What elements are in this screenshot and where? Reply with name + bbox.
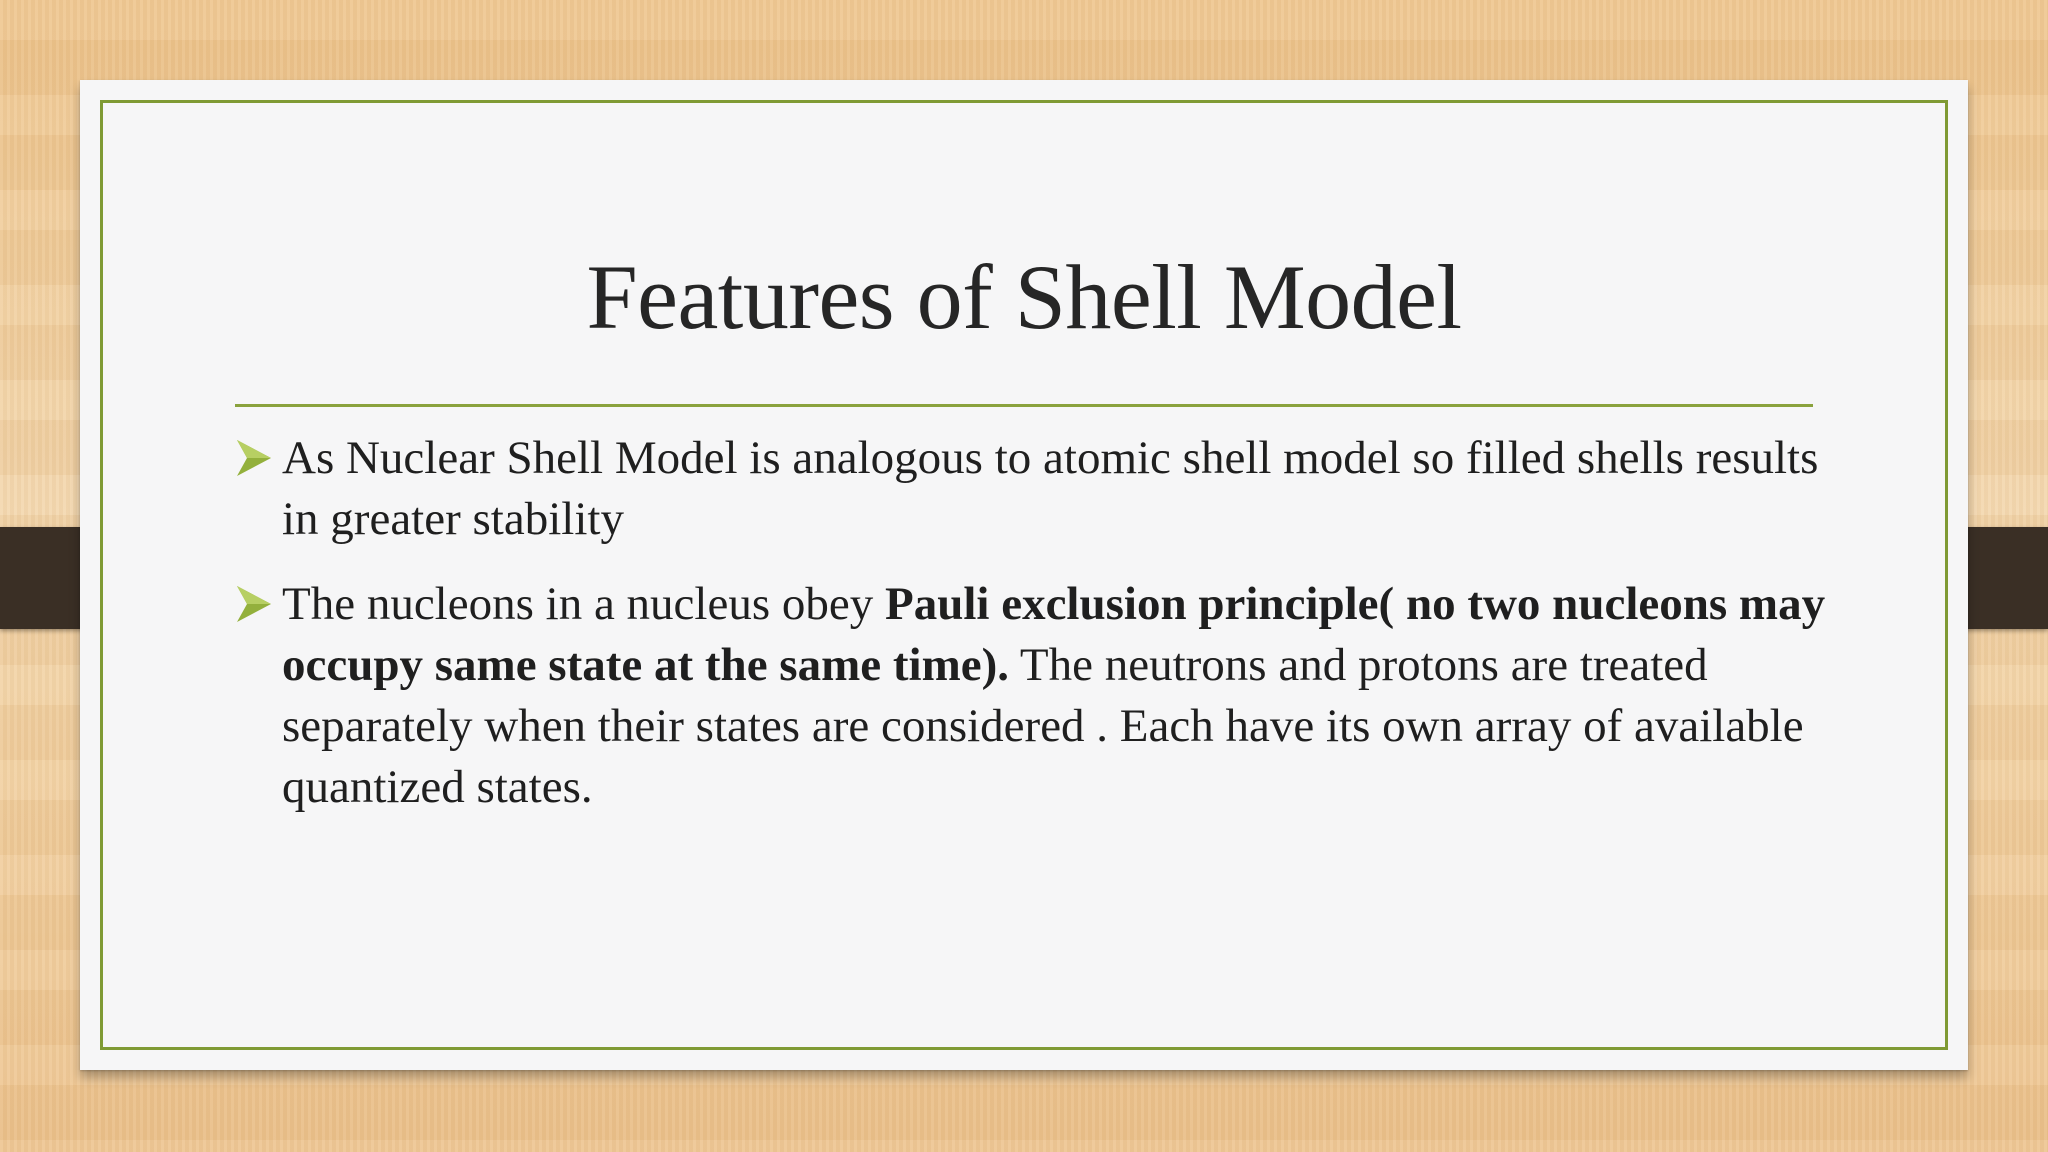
arrow-bullet-icon — [235, 438, 273, 478]
arrow-bullet-icon — [235, 584, 273, 624]
bullet-item — [235, 428, 1835, 550]
slide-title: Features of Shell Model — [586, 246, 1462, 348]
bullet-text: The nucleons in a nucleus obey — [282, 578, 885, 630]
bullet-list — [235, 428, 1835, 842]
bullet-text: As Nuclear Shell Model is analogous to atomic shell model so filled shells results in greater stability — [282, 432, 1819, 545]
slide-card — [80, 80, 1968, 1070]
bullet-item — [235, 574, 1835, 818]
bullet-text-after: The neutrons and protons are treated separately when their states are considered . Each have its own array of available quantized states. — [282, 639, 1804, 813]
bullet-bold-text: Pauli exclusion principle( no two nucleons may occupy same state at the same time). — [282, 578, 1826, 691]
title-divider — [235, 404, 1813, 407]
